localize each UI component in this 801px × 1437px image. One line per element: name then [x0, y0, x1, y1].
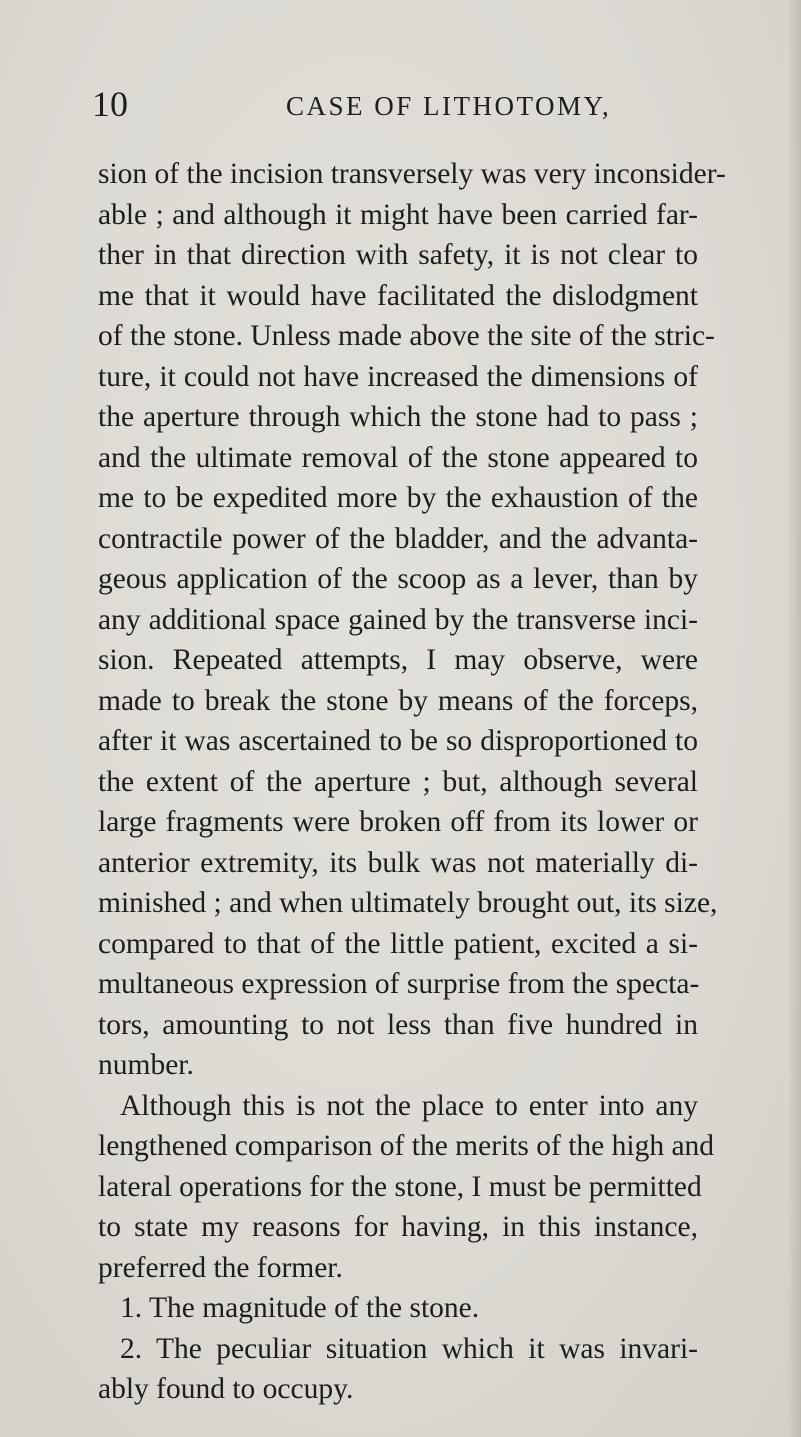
- body-text: [98, 154, 726, 1410]
- text-line: geous application of the scoop as a lever, than by: [98, 563, 698, 595]
- text-line: and the ultimate removal of the stone appeared to: [98, 441, 698, 474]
- text-line: lateral operations for the stone, I must be permitted: [98, 1170, 702, 1203]
- page-number: 10: [92, 84, 128, 124]
- text-line: me to be expedited more by the exhaustion of the: [98, 482, 698, 514]
- text-line: ther in that direction with safety, it is not clear to: [98, 239, 698, 271]
- text-line: able ; and although it might have been carried far-: [98, 198, 698, 231]
- text-line: preferred the former.: [98, 1251, 343, 1284]
- running-head: [92, 84, 712, 124]
- text-line: ture, it could not have increased the dimensions of: [98, 360, 698, 393]
- text-line: compared to that of the little patient, excited a si-: [98, 927, 698, 960]
- text-line: contractile power of the bladder, and the advanta-: [98, 522, 698, 555]
- text-line: to state my reasons for having, in this instance,: [98, 1211, 698, 1243]
- text-line: large fragments were broken off from its lower or: [98, 806, 698, 838]
- text-line: tors, amounting to not less than five hundred in: [98, 1008, 698, 1041]
- running-title: CASE OF LITHOTOMY,: [286, 91, 612, 121]
- text-line: multaneous expression of surprise from the specta-: [98, 968, 700, 1000]
- text-line: minished ; and when ultimately brought out, its size,: [98, 887, 718, 919]
- text-line: anterior extremity, its bulk was not materially di-: [98, 846, 698, 879]
- text-line: of the stone. Unless made above the site of the stric-: [98, 320, 715, 352]
- text-line: sion of the incision transversely was very inconsider-: [98, 158, 726, 190]
- text-line: ably found to occupy.: [98, 1373, 354, 1405]
- list-item: 2. The peculiar situation which it was invari-: [120, 1332, 698, 1365]
- text-line: lengthened comparison of the merits of the high and: [98, 1130, 715, 1162]
- text-line: me that it would have facilitated the dislodgment: [98, 279, 698, 312]
- text-line: the aperture through which the stone had to pass ;: [98, 401, 698, 433]
- text-line: number.: [98, 1049, 194, 1081]
- paragraph-first-line: Although this is not the place to enter into any: [120, 1089, 698, 1122]
- text-line: sion. Repeated attempts, I may observe, were: [98, 644, 698, 676]
- text-line: the extent of the aperture ; but, although several: [98, 765, 698, 798]
- list-item: 1. The magnitude of the stone.: [120, 1292, 480, 1324]
- page-edge-shadow: [787, 0, 801, 1437]
- text-line: made to break the stone by means of the forceps,: [98, 684, 698, 717]
- text-line: after it was ascertained to be so disproportioned to: [98, 725, 698, 757]
- text-line: any additional space gained by the transverse inci-: [98, 603, 698, 636]
